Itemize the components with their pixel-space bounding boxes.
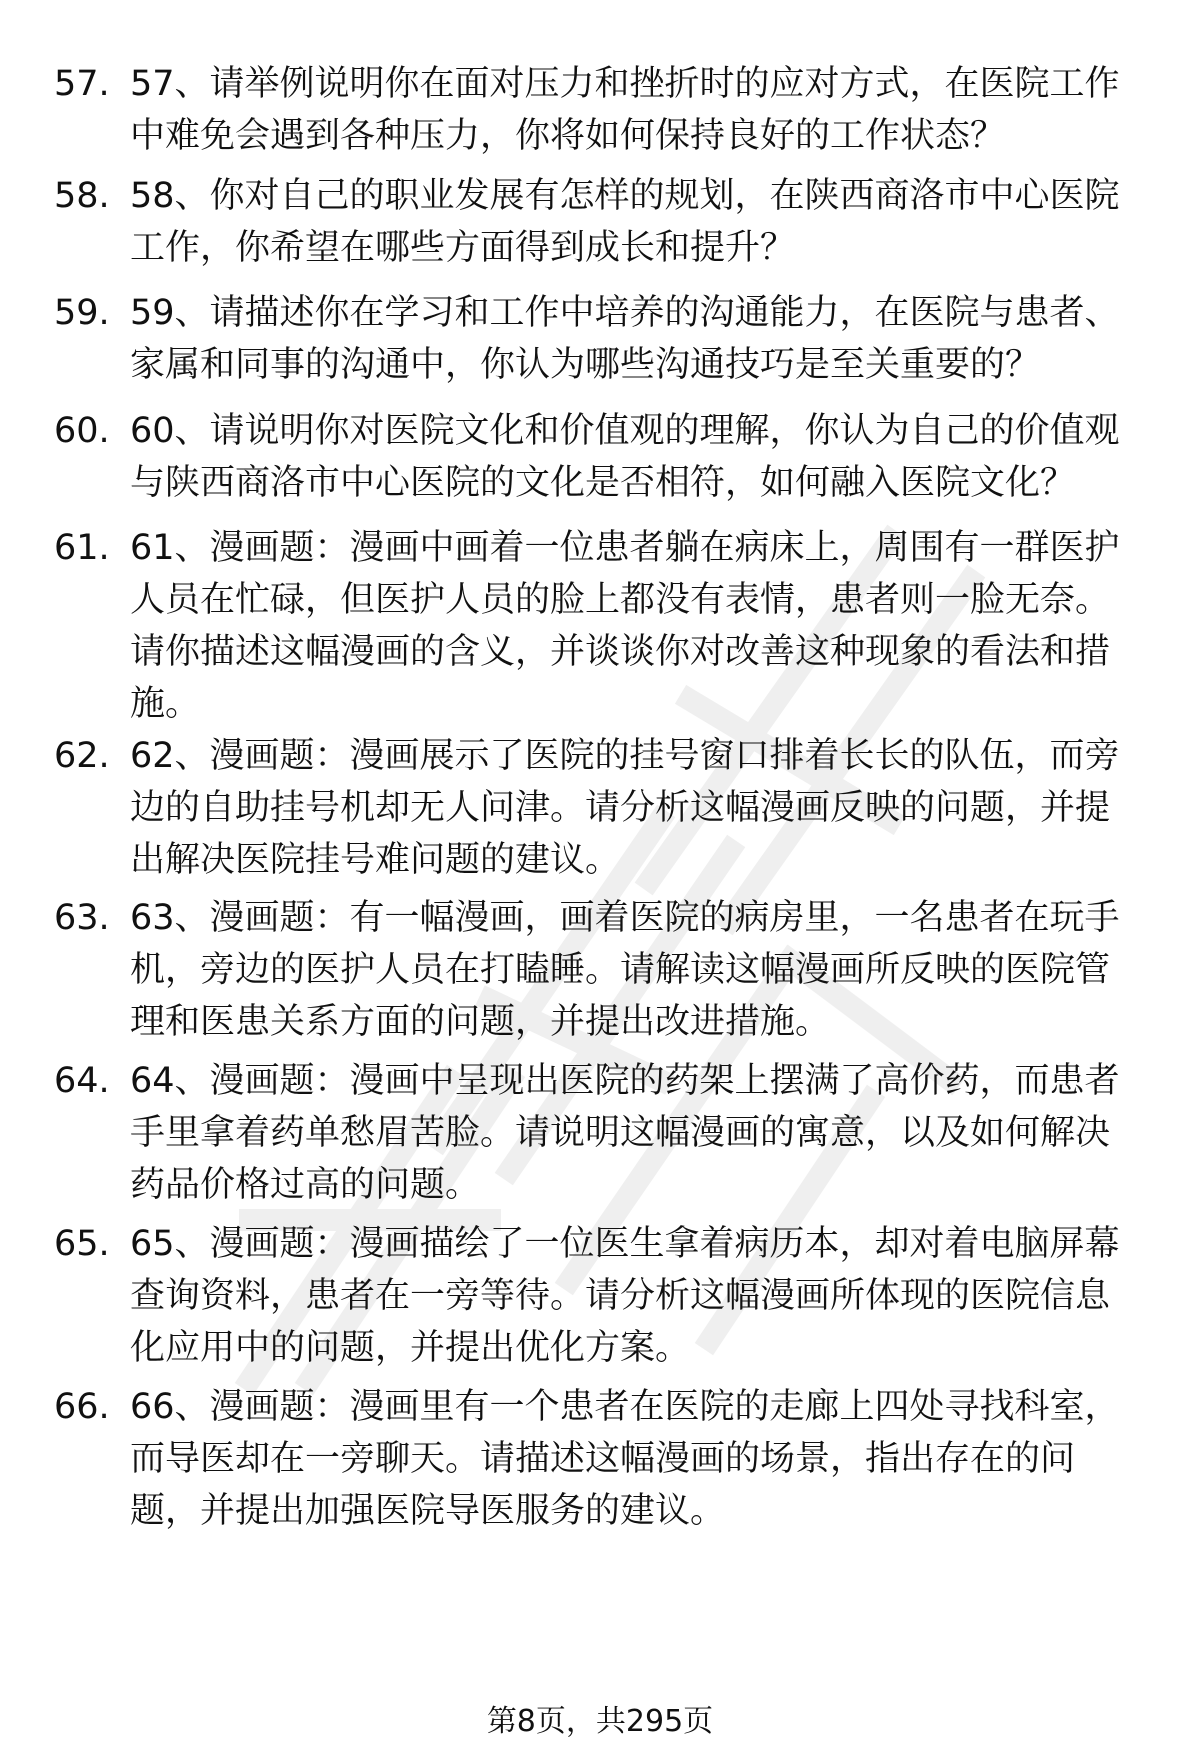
question-line: 施。 xyxy=(130,684,201,724)
question-line: 手里拿着药单愁眉苦脸。请说明这幅漫画的寓意，以及如何解决 xyxy=(130,1113,1111,1153)
question-line: 62、漫画题：漫画展示了医院的挂号窗口排着长长的队伍，而旁 xyxy=(130,736,1120,776)
question-line: 理和医患关系方面的问题，并提出改进措施。 xyxy=(130,1002,831,1042)
question-line: 化应用中的问题，并提出优化方案。 xyxy=(130,1328,691,1368)
question-line: 64、漫画题：漫画中呈现出医院的药架上摆满了高价药，而患者 xyxy=(130,1061,1120,1101)
question-line: 题，并提出加强医院导医服务的建议。 xyxy=(130,1491,726,1531)
question-line: 工作，你希望在哪些方面得到成长和提升？ xyxy=(130,228,796,268)
question-line: 59、请描述你在学习和工作中培养的沟通能力，在医院与患者、 xyxy=(130,293,1120,333)
question-number: 66. xyxy=(54,1387,110,1427)
question-line: 60、请说明你对医院文化和价值观的理解，你认为自己的价值观 xyxy=(130,411,1120,451)
question-line: 66、漫画题：漫画里有一个患者在医院的走廊上四处寻找科室， xyxy=(130,1387,1120,1427)
page-footer xyxy=(0,1702,1200,1742)
question-line: 人员在忙碌，但医护人员的脸上都没有表情，患者则一脸无奈。 xyxy=(130,580,1111,620)
question-text xyxy=(130,1381,1160,1537)
question-line: 而导医却在一旁聊天。请描述这幅漫画的场景，指出存在的问 xyxy=(130,1439,1076,1479)
question-text xyxy=(130,1055,1160,1211)
question-line: 58、你对自己的职业发展有怎样的规划，在陕西商洛市中心医院 xyxy=(130,176,1120,216)
question-text xyxy=(130,522,1160,730)
question-line: 中难免会遇到各种压力，你将如何保持良好的工作状态？ xyxy=(130,116,1006,156)
question-line: 请你描述这幅漫画的含义，并谈谈你对改善这种现象的看法和措 xyxy=(130,632,1111,672)
question-line: 57、请举例说明你在面对压力和挫折时的应对方式，在医院工作 xyxy=(130,64,1120,104)
question-line: 出解决医院挂号难问题的建议。 xyxy=(130,840,621,880)
question-number: 64. xyxy=(54,1061,110,1101)
question-number: 61. xyxy=(54,528,110,568)
page-number-label: 第8页，共295页 xyxy=(486,1704,714,1739)
question-line: 家属和同事的沟通中，你认为哪些沟通技巧是至关重要的？ xyxy=(130,345,1041,385)
question-number: 62. xyxy=(54,736,110,776)
question-text xyxy=(130,730,1160,886)
question-line: 机，旁边的医护人员在打瞌睡。请解读这幅漫画所反映的医院管 xyxy=(130,950,1111,990)
question-number: 65. xyxy=(54,1224,110,1264)
question-text xyxy=(130,170,1160,274)
question-line: 与陕西商洛市中心医院的文化是否相符，如何融入医院文化？ xyxy=(130,463,1076,503)
question-line: 63、漫画题：有一幅漫画，画着医院的病房里，一名患者在玩手 xyxy=(130,898,1120,938)
question-number: 58. xyxy=(54,176,110,216)
question-line: 药品价格过高的问题。 xyxy=(130,1165,481,1205)
question-text xyxy=(130,892,1160,1048)
question-text xyxy=(130,58,1160,162)
question-number: 57. xyxy=(54,64,110,104)
question-text xyxy=(130,287,1160,391)
question-number: 60. xyxy=(54,411,110,451)
question-line: 61、漫画题：漫画中画着一位患者躺在病床上，周围有一群医护 xyxy=(130,528,1120,568)
question-text xyxy=(130,1218,1160,1374)
question-line: 查询资料，患者在一旁等待。请分析这幅漫画所体现的医院信息 xyxy=(130,1276,1111,1316)
question-number: 63. xyxy=(54,898,110,938)
question-number: 59. xyxy=(54,293,110,333)
question-line: 65、漫画题：漫画描绘了一位医生拿着病历本，却对着电脑屏幕 xyxy=(130,1224,1120,1264)
question-line: 边的自助挂号机却无人问津。请分析这幅漫画反映的问题，并提 xyxy=(130,788,1111,828)
question-text xyxy=(130,405,1160,509)
